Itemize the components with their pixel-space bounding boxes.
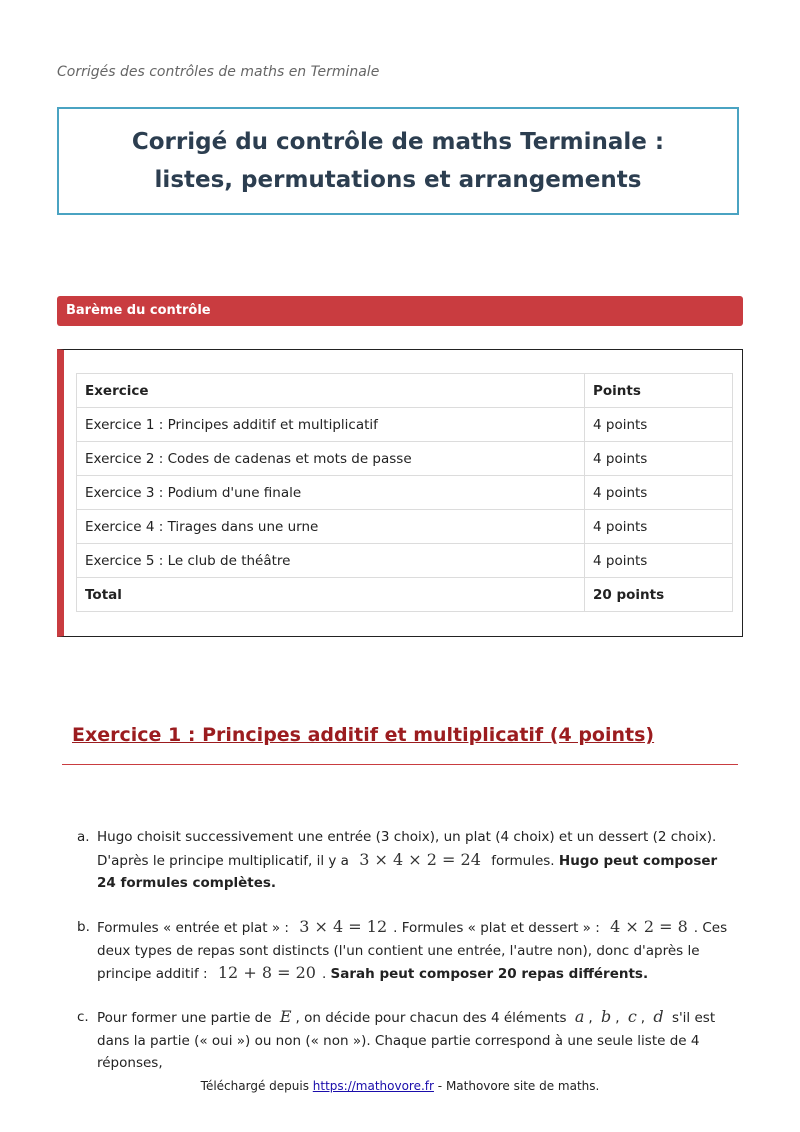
item-text: Formules « entrée et plat » : — [97, 920, 289, 936]
footer-prefix: Téléchargé depuis — [200, 1079, 309, 1093]
title-box — [57, 107, 739, 215]
section-divider — [62, 764, 738, 765]
header-note: Corrigés des contrôles de maths en Terminale — [57, 64, 380, 80]
item-text: . — [321, 966, 327, 982]
bareme-box — [57, 349, 743, 637]
cell-points: 4 points — [585, 476, 733, 510]
item-text: Hugo choisit successivement une entrée (3 choix), un plat (4 choix) et un dessert (2 choix). D'après le principe multiplicatif, il y a — [97, 829, 717, 869]
cell-points: 4 points — [585, 510, 733, 544]
cell-exercice: Exercice 2 : Codes de cadenas et mots de passe — [77, 442, 585, 476]
item-text: formules. — [491, 852, 555, 869]
table-row — [77, 510, 733, 544]
math-variable: d — [653, 1007, 664, 1026]
total-label: Total — [77, 578, 585, 612]
cell-exercice: Exercice 4 : Tirages dans une urne — [77, 510, 585, 544]
math-expression: 3 × 4 × 2 = 24 — [359, 849, 481, 869]
footer-suffix: - Mathovore site de maths. — [437, 1079, 600, 1093]
table-total-row — [77, 578, 733, 612]
list-item-a — [77, 826, 740, 895]
table-row — [77, 408, 733, 442]
list-item-b — [77, 916, 740, 986]
item-marker: b. — [77, 919, 90, 935]
bareme-heading: Barème du contrôle — [57, 296, 743, 326]
exercise-title: Exercice 1 : Principes additif et multiplicatif (4 points) — [72, 724, 655, 746]
item-text: , on décide pour chacun des 4 éléments — [295, 1010, 567, 1026]
math-variable: b — [600, 1007, 612, 1026]
footer — [0, 1079, 800, 1093]
cell-points: 4 points — [585, 544, 733, 578]
item-text: Pour former une partie de — [97, 1010, 272, 1026]
item-conclusion: Hugo peut composer 24 formules complètes. — [97, 852, 718, 891]
list-item-c: c. Pour former une partie de E , on décide pour chacun des 4 éléments a , b , c , d s'il est dans la partie (« oui ») ou non (« non »). Chaque partie correspond à une seule liste de 4 réponses, — [77, 1007, 716, 1071]
column-header-points: Points — [585, 374, 733, 408]
item-marker: c. — [77, 1009, 89, 1025]
item-text: s'il est dans la partie (« oui ») ou non (« non »). Chaque partie correspond à une seule liste de 4 réponses, — [97, 1010, 716, 1071]
cell-exercice: Exercice 1 : Principes additif et multiplicatif — [77, 408, 585, 442]
table-row — [77, 544, 733, 578]
cell-points: 4 points — [585, 442, 733, 476]
item-conclusion: Sarah peut composer 20 repas différents. — [330, 966, 649, 982]
math-expression: 3 × 4 = 12 — [299, 917, 388, 936]
total-points: 20 points — [585, 578, 733, 612]
item-marker: a. — [77, 829, 90, 845]
math-variable: a — [574, 1007, 585, 1026]
footer-link[interactable]: https://mathovore.fr — [312, 1079, 434, 1093]
cell-exercice: Exercice 5 : Le club de théâtre — [77, 544, 585, 578]
table-header-row — [77, 374, 733, 408]
item-text: . Ces deux types de repas sont distincts (l'un contient une entrée, l'autre non), donc d'après le principe additif : — [97, 920, 728, 982]
page-title: Corrigé du contrôle de maths Terminale : listes, permutations et arrangements — [131, 129, 665, 193]
math-variable: E — [279, 1007, 292, 1026]
math-expression: 12 + 8 = 20 — [217, 963, 316, 982]
math-expression: 4 × 2 = 8 — [610, 917, 688, 936]
table-row — [77, 442, 733, 476]
column-header-exercice: Exercice — [77, 374, 585, 408]
cell-exercice: Exercice 3 : Podium d'une finale — [77, 476, 585, 510]
item-text: . Formules « plat et dessert » : — [393, 920, 600, 936]
bareme-table — [76, 373, 733, 612]
math-variable: c — [627, 1007, 637, 1026]
cell-points: 4 points — [585, 408, 733, 442]
table-row — [77, 476, 733, 510]
